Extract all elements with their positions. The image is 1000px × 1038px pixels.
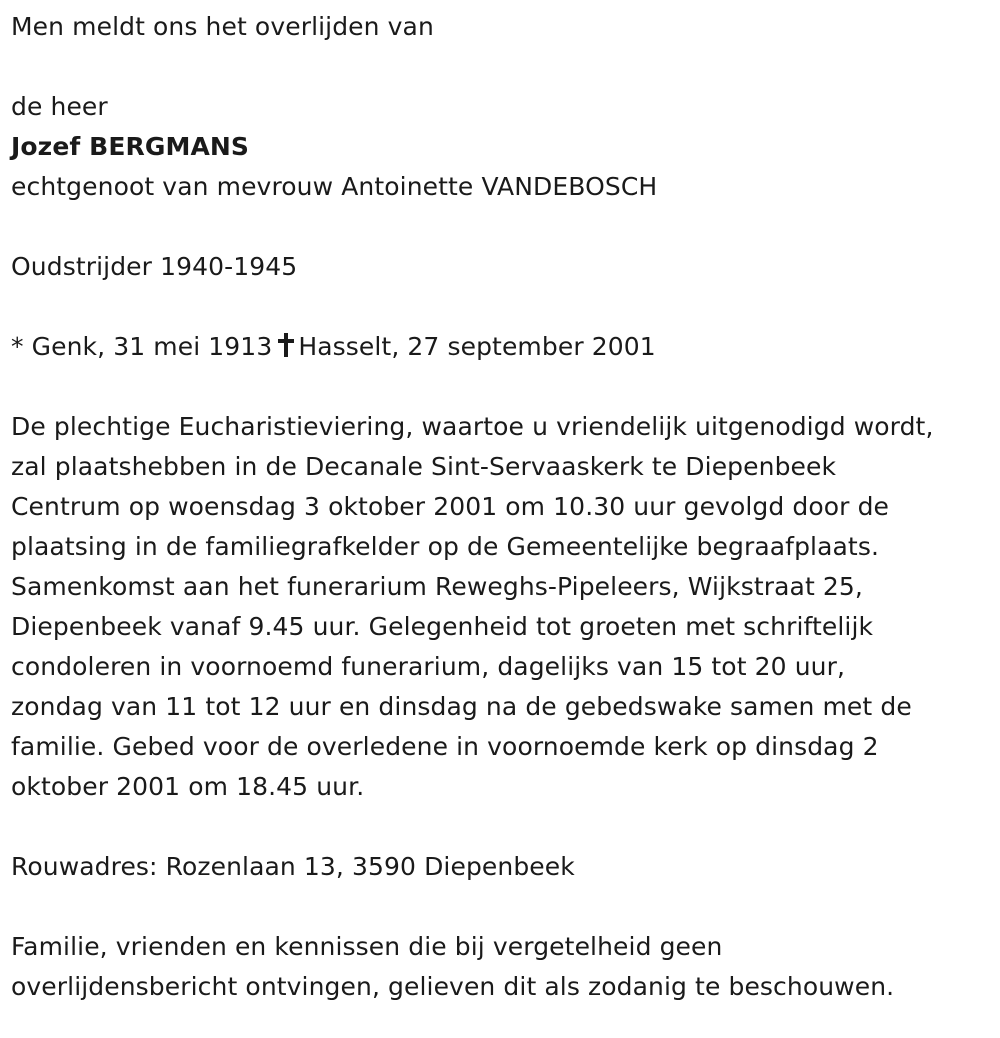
ceremony-line: Centrum op woensdag 3 oktober 2001 om 10.30 uur gevolgd door de (11, 492, 890, 521)
mourning-address: Rouwadres: Rozenlaan 13, 3590 Diepenbeek (11, 852, 575, 881)
spacer (11, 367, 996, 407)
salutation-text: de heer (11, 92, 108, 121)
ceremony-line: familie. Gebed voor de overledene in voornoemde kerk op dinsdag 2 (11, 732, 879, 761)
ceremony-line: condoleren in voornoemd funerarium, dagelijks van 15 tot 20 uur, (11, 652, 846, 681)
ceremony-line: De plechtige Eucharistieviering, waartoe u vriendelijk uitgenodigd wordt, (11, 412, 934, 441)
closing-line: Familie, vrienden en kennissen die bij vergetelheid geen (11, 932, 723, 961)
spouse-text: echtgenoot van mevrouw Antoinette VANDEBOSCH (11, 172, 658, 201)
closing-paragraph (11, 927, 996, 1007)
spacer (11, 887, 996, 927)
birth-text: * Genk, 31 mei 1913 (11, 332, 273, 361)
ceremony-line: Diepenbeek vanaf 9.45 uur. Gelegenheid tot groeten met schriftelijk (11, 612, 874, 641)
death-text: Hasselt, 27 september 2001 (298, 332, 656, 361)
spacer (11, 207, 996, 247)
intro-text: Men meldt ons het overlijden van (11, 12, 434, 41)
ceremony-line: zal plaatshebben in de Decanale Sint-Servaaskerk te Diepenbeek (11, 452, 837, 481)
ceremony-paragraph (11, 407, 996, 807)
closing-line: overlijdensbericht ontvingen, gelieven dit als zodanig te beschouwen. (11, 972, 895, 1001)
ceremony-line: Samenkomst aan het funerarium Reweghs-Pipeleers, Wijkstraat 25, (11, 572, 863, 601)
cross-icon (278, 333, 294, 357)
ceremony-line: oktober 2001 om 18.45 uur. (11, 772, 365, 801)
dates-line (11, 327, 996, 367)
ceremony-line: zondag van 11 tot 12 uur en dinsdag na de gebedswake samen met de (11, 692, 912, 721)
deceased-name: Jozef BERGMANS (11, 132, 250, 161)
spacer (11, 807, 996, 847)
ceremony-line: plaatsing in de familiegrafkelder op de Gemeentelijke begraafplaats. (11, 532, 879, 561)
spacer (11, 47, 996, 87)
spacer (11, 287, 996, 327)
veteran-text: Oudstrijder 1940-1945 (11, 252, 298, 281)
obituary-notice (11, 7, 996, 1007)
